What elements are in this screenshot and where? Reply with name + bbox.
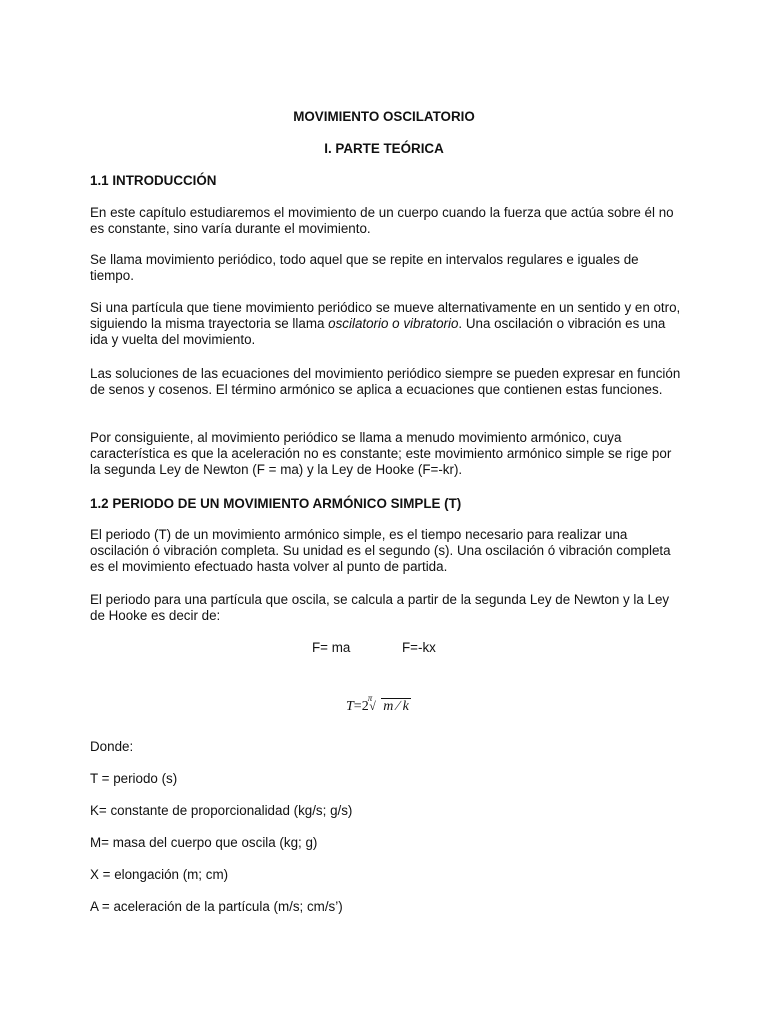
section-2-heading: 1.2 PERIODO DE UN MOVIMIENTO ARMÓNICO SIMPLE (T) [90, 496, 462, 511]
definition-item: X = elongación (m; cm) [90, 867, 229, 882]
formula-radicand: m ∕ k [383, 699, 409, 714]
document-title: MOVIMIENTO OSCILATORIO [293, 109, 475, 124]
formula-lhs: T [346, 699, 354, 714]
newton-equation: F= ma [312, 640, 351, 655]
definition-item: K= constante de proporcionalidad (kg/s; g/s) [90, 803, 353, 818]
radical-sign-icon: √ [369, 699, 376, 713]
p3-text-end: . Una oscilación o vibración es una ida y vuelta del movimiento. [90, 316, 666, 347]
definition-item: A = aceleración de la partícula (m/s; cm/s’) [90, 899, 343, 914]
period-paragraph-2: El periodo para una partícula que oscila, se calcula a partir de la segunda Ley de Newton y la Ley de Hooke es decir de: [90, 592, 670, 623]
part-heading: I. PARTE TEÓRICA [324, 141, 444, 156]
intro-paragraph-1: En este capítulo estudiaremos el movimiento de un cuerpo cuando la fuerza que actúa sobre él no es constante, sino varía durante el movimiento. [90, 205, 674, 236]
p3-text-start: Si una partícula que tiene movimiento periódico se mueve alternativamente en un sentido y en otro, siguiendo la misma trayectoria se llama [90, 300, 681, 331]
section-1-heading: 1.1 INTRODUCCIÓN [90, 173, 217, 188]
donde-label: Donde: [90, 739, 134, 754]
intro-paragraph-2: Se llama movimiento periódico, todo aquel que se repite en intervalos regulares e iguales de tiempo. [90, 252, 639, 283]
period-formula [346, 693, 411, 715]
definition-item: M= masa del cuerpo que oscila (kg; g) [90, 835, 318, 850]
intro-paragraph-3 [90, 300, 684, 348]
period-paragraph-1: El periodo (T) de un movimiento armónico simple, es el tiempo necesario para realizar una oscilación ó vibración completa. Su unidad es el segundo (s). Una oscilación ó vibración completa es el movimiento efectuado hasta volver al punto de partida. [90, 527, 671, 574]
p3-italic-term: oscilatorio o vibratorio [328, 316, 459, 331]
formula-radical [369, 698, 411, 715]
intro-paragraph-5: Por consiguiente, al movimiento periódico se llama a menudo movimiento armónico, cuya característica es que la aceleración no es constante; este movimiento armónico simple se rige por la segunda Ley de Newton (F = ma) y la Ley de Hooke (F=-kr). [90, 430, 672, 477]
formula-equals: =2 [353, 699, 369, 714]
intro-paragraph-4: Las soluciones de las ecuaciones del movimiento periódico siempre se pueden expresar en función de senos y cosenos. El término armónico se aplica a ecuaciones que contienen estas funciones. [90, 366, 681, 397]
formula-pi: π [367, 693, 373, 703]
definition-item: T = periodo (s) [90, 771, 178, 786]
hooke-equation: F=-kx [402, 640, 436, 655]
